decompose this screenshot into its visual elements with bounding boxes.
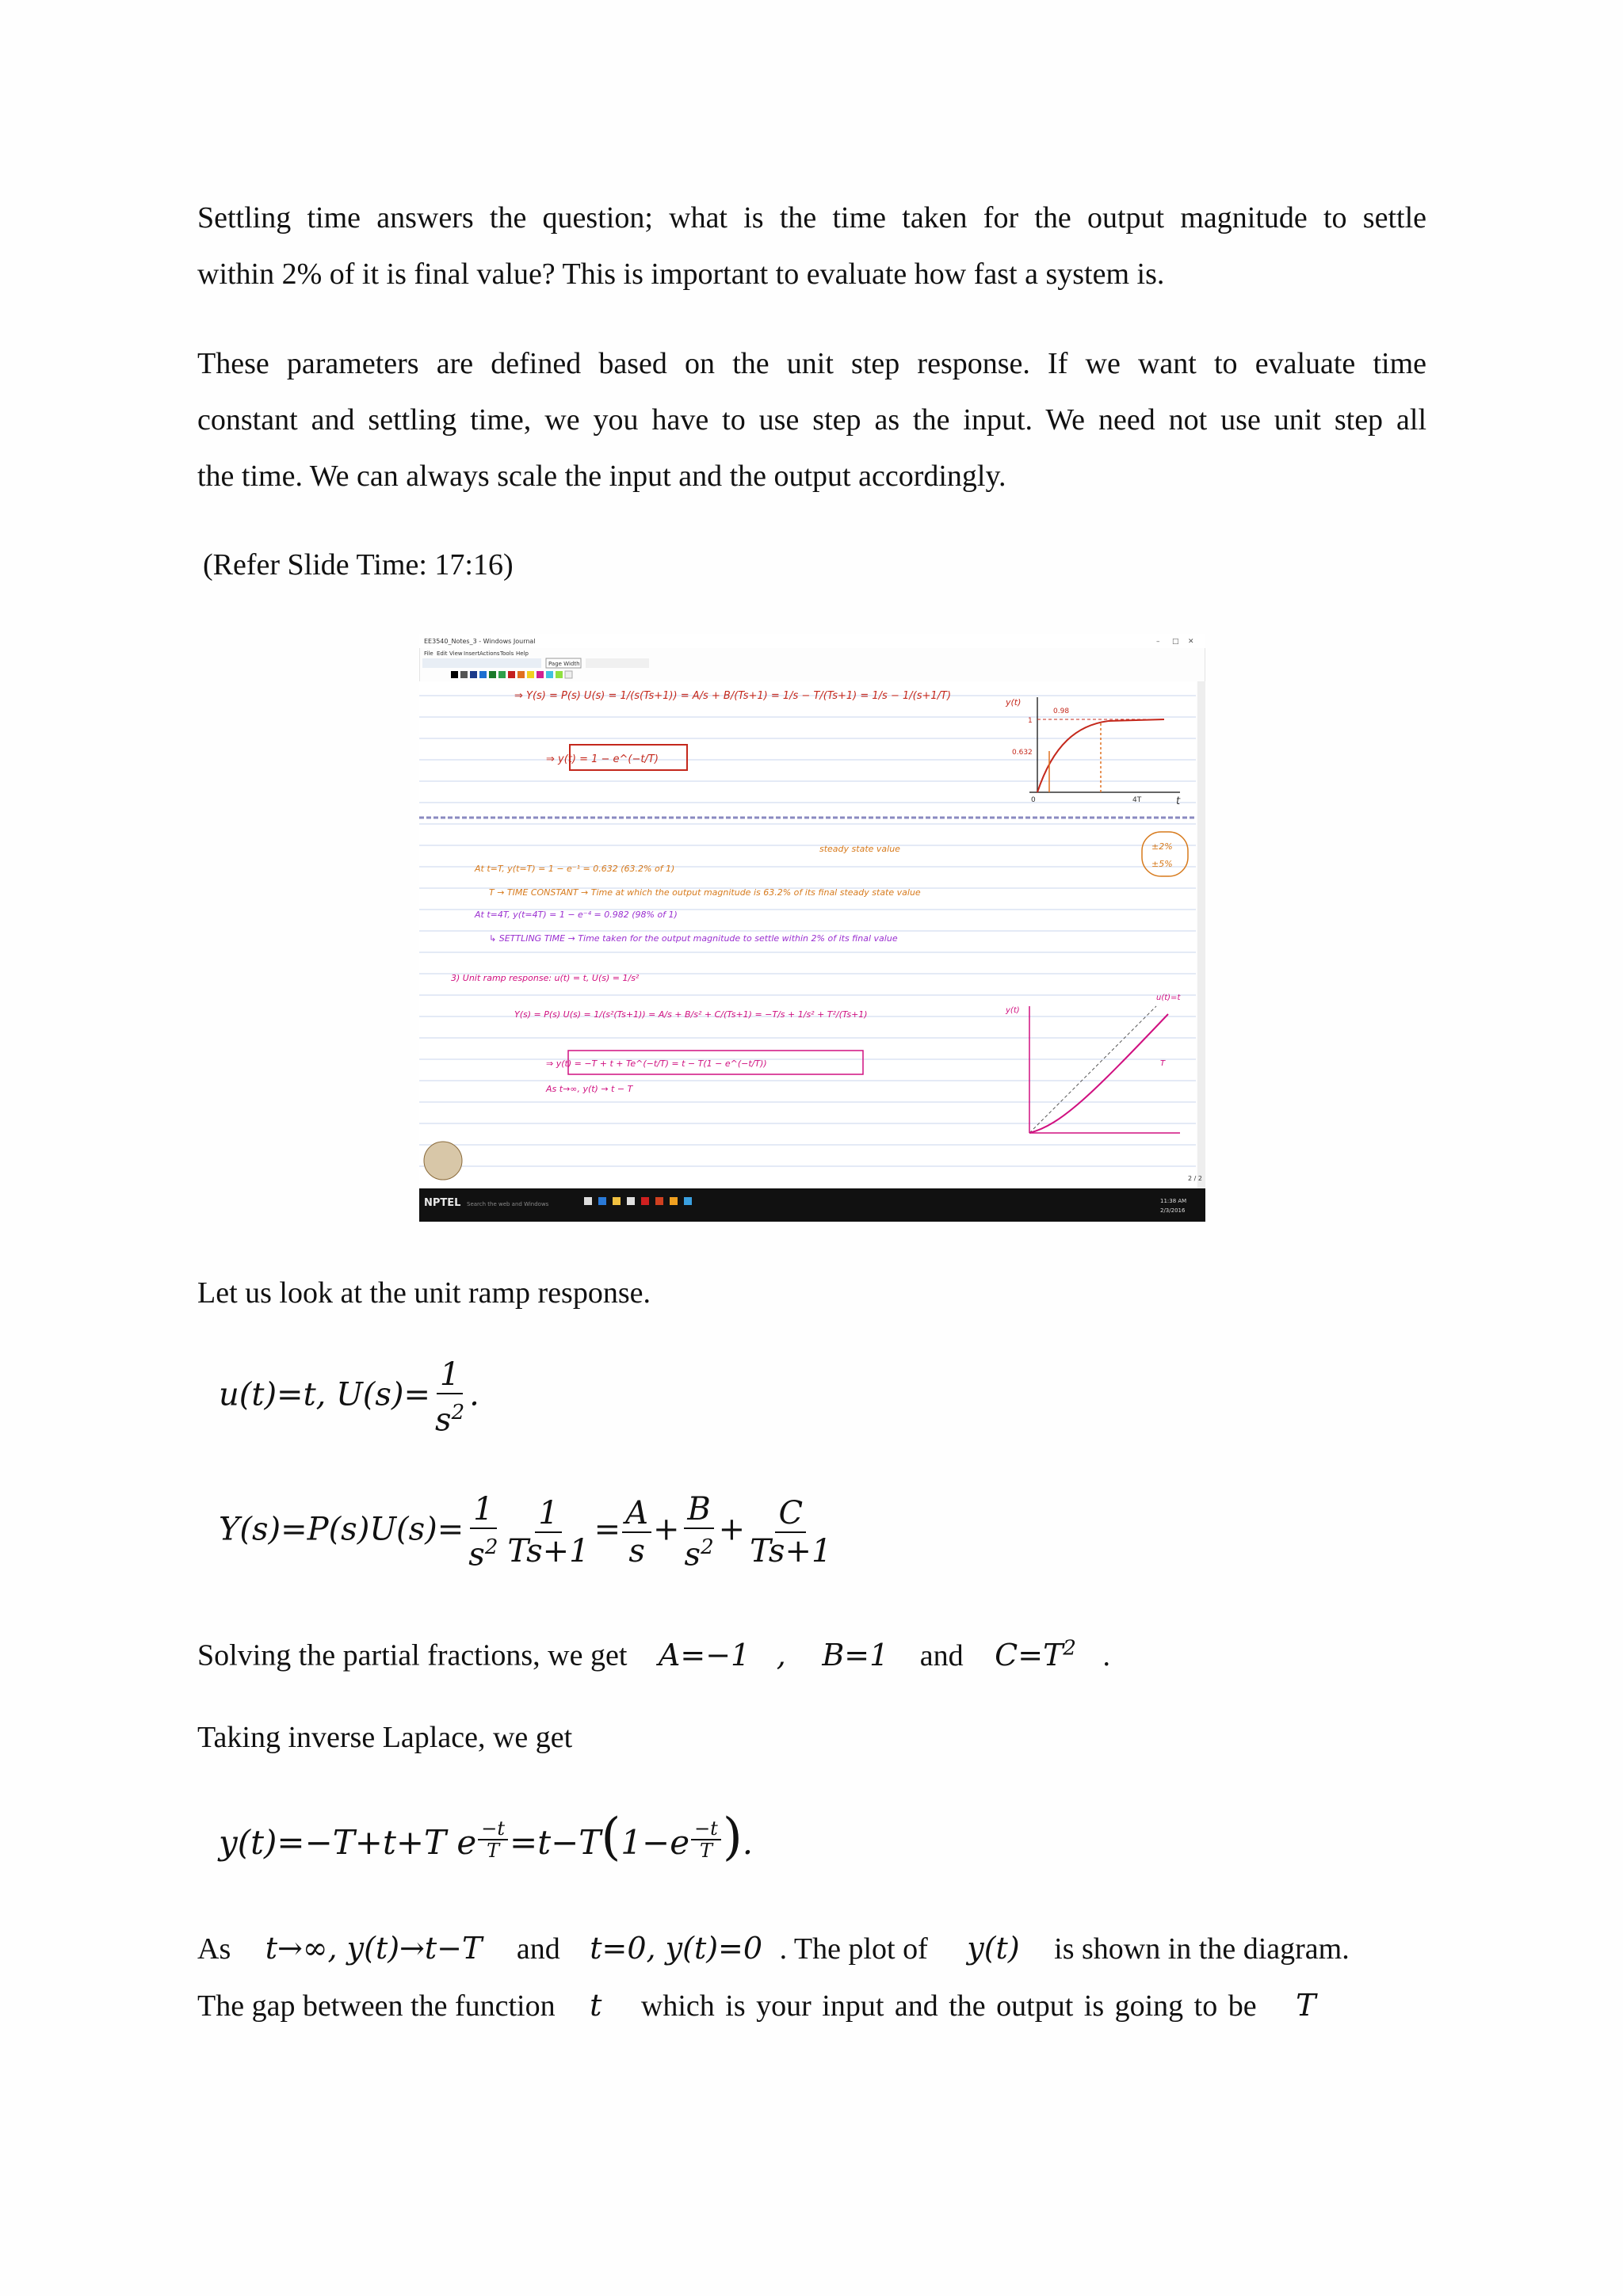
svg-text:1: 1 (1028, 717, 1033, 725)
taskbar-search[interactable]: Search the web and Windows (467, 1201, 549, 1207)
paragraph-settling-time (197, 190, 1426, 303)
taskbar-app-icon[interactable] (684, 1197, 692, 1205)
taskbar-app-icon[interactable] (627, 1197, 635, 1205)
menu-item[interactable]: View (449, 650, 463, 657)
fraction: $\frac{1}{s^2}$ (468, 1491, 498, 1573)
color-swatch[interactable] (565, 671, 572, 678)
clock-time: 11:38 AM (1160, 1198, 1187, 1204)
color-swatch[interactable] (489, 671, 496, 678)
exponent-fraction: $\frac{-t}{T}$ (478, 1818, 508, 1861)
svg-text:0: 0 (1031, 796, 1036, 804)
color-swatch[interactable] (451, 671, 458, 678)
fraction: $\frac{C}{Ts+1}$ (750, 1494, 832, 1569)
equation-time-response: y(t)=−T+t+T e $\frac{-t}{T}$ =t−T(1−e $\frac{-t}{T}$ ). (219, 1808, 754, 1867)
fraction: $\frac{B}{s^2}$ (684, 1491, 714, 1573)
svg-text:At t=4T, y(t=4T) = 1 − e⁻⁴ =: At t=4T, y(t=4T) = 1 − e⁻⁴ = 0.982 (98% of 1) (475, 910, 678, 920)
window-titlebar (419, 634, 1205, 648)
svg-text:⇒ y(t) = 1 − e^(−t/T): ⇒ y(t) = 1 − e^(−t/T) (546, 753, 659, 765)
taskbar-app-icon[interactable] (613, 1197, 621, 1205)
svg-text:y(t): y(t) (1006, 697, 1022, 707)
page-counter: 2 / 2 (1188, 1175, 1202, 1182)
close-icon[interactable]: ✕ (1188, 638, 1194, 646)
paragraph-parameters (197, 336, 1426, 505)
svg-text:±2%: ±2% (1151, 841, 1173, 852)
scrollbar[interactable] (1197, 681, 1205, 1188)
color-swatch[interactable] (498, 671, 506, 678)
menu-item[interactable]: Help (516, 650, 529, 657)
taskbar-app-icon[interactable] (584, 1197, 592, 1205)
paragraph-plot-description (197, 1920, 1434, 2035)
taskbar-app-icon[interactable] (670, 1197, 678, 1205)
svg-text:t: t (1176, 795, 1181, 807)
institute-logo (424, 1142, 462, 1180)
toolbar-icons[interactable] (422, 658, 541, 668)
menu-item[interactable]: Insert (464, 650, 480, 657)
menu-item[interactable]: Actions (479, 650, 500, 657)
text-line: constant and settling time, we you have to use step as the input. We need not use unit step all (197, 403, 1426, 437)
svg-text:At t=T, y(t=T) = 1 − e⁻¹ = 0.: At t=T, y(t=T) = 1 − e⁻¹ = 0.632 (63.2% of 1) (475, 864, 675, 874)
equation-input: u(t)=t, U(s)= $\frac{1}{s^2}$ . (219, 1356, 479, 1439)
svg-text:3) Unit ramp response: u(t): 3) Unit ramp response: u(t) = t, U(s) = 1/s² (451, 973, 640, 983)
text-line: within 2% of it is final value? This is important to evaluate how fast a system is. (197, 257, 1165, 291)
svg-text:T → TIME CONSTANT → Time at wh: T → TIME CONSTANT → Time at which the output magnitude is 63.2% of its final steady state value (489, 887, 921, 898)
menu-item[interactable]: Edit (437, 650, 448, 657)
color-swatch[interactable] (508, 671, 515, 678)
refer-slide-time: (Refer Slide Time: 17:16) (203, 548, 514, 582)
color-swatch[interactable] (537, 671, 544, 678)
text-line: the time. We can always scale the input and the output accordingly. (197, 460, 1006, 493)
svg-text:⇒ y(t) = −T + t + Te^(−t/T) =: ⇒ y(t) = −T + t + Te^(−t/T) = t − T(1 − e^(−t/T)) (546, 1058, 767, 1069)
svg-text:y(t): y(t) (1006, 1006, 1020, 1015)
taskbar-app-icon[interactable] (641, 1197, 649, 1205)
nptel-logo: NPTEL (424, 1197, 461, 1209)
equation-output-laplace: Y(s)=P(s)U(s)= $\frac{1}{s^2}$ $\frac{1}{Ts+1}$ = $\frac{A}{s}$ + $\frac{B}{s^2}$ + $\frac{C}{Ts+1}$ (219, 1491, 836, 1573)
color-swatch[interactable] (546, 671, 553, 678)
text-line: The gap between the function t which is your input and the output is going to be T (197, 1988, 1316, 2023)
svg-text:0.632: 0.632 (1012, 749, 1033, 757)
toolbar (422, 658, 649, 668)
color-swatch[interactable] (556, 671, 563, 678)
taskbar-app-icon[interactable] (598, 1197, 606, 1205)
color-swatch[interactable] (517, 671, 525, 678)
svg-text:Y(s) = P(s) U(s) = 1/(s²(Ts+1): Y(s) = P(s) U(s) = 1/(s²(Ts+1)) = A/s + B/s² + C/(Ts+1) = −T/s + 1/s² + T²/(Ts+1) (514, 1009, 868, 1020)
slide-screenshot (419, 634, 1205, 1222)
color-swatch[interactable] (479, 671, 487, 678)
color-swatch[interactable] (470, 671, 477, 678)
window-title: EE3540_Notes_3 - Windows Journal (424, 638, 536, 645)
text-line: As t→∞, y(t)→t−T and t=0, y(t)=0 . The plot of y(t) is shown in the diagram. (197, 1931, 1350, 1966)
paragraph-partial-fractions: Solving the partial fractions, we get A=−1 , B=1 and $C=T^2$ . (197, 1636, 1110, 1672)
fraction: $\frac{1}{Ts+1}$ (507, 1494, 590, 1569)
svg-text:↳ SETTLING TIME → Time taken f: ↳ SETTLING TIME → Time taken for the output magnitude to settle within 2% of its final value (489, 933, 898, 944)
svg-text:T: T (1160, 1059, 1166, 1068)
menu-item[interactable]: Tools (500, 650, 514, 657)
menu-bar (424, 650, 529, 657)
text-line: Settling time answers the question; what is the time taken for the output magnitude to settle (197, 201, 1426, 235)
minimize-icon[interactable]: – (1156, 638, 1160, 646)
text-line: These parameters are defined based on the unit step response. If we want to evaluate time (197, 347, 1426, 380)
svg-text:As t→∞, y(t) → t − T: As t→∞, y(t) → t − T (546, 1084, 633, 1094)
svg-text:4T: 4T (1132, 796, 1142, 804)
color-swatch[interactable] (527, 671, 534, 678)
svg-text:0.98: 0.98 (1053, 707, 1070, 715)
svg-text:steady state value: steady state value (819, 844, 900, 854)
exponent-fraction: $\frac{-t}{T}$ (691, 1818, 721, 1861)
svg-text:u(t)=t: u(t)=t (1156, 994, 1181, 1002)
paragraph-ramp-intro: Let us look at the unit ramp response. (197, 1276, 651, 1310)
paragraph-inverse-laplace: Taking inverse Laplace, we get (197, 1721, 573, 1754)
svg-text:⇒ Y(s) = P(s) U(s) = 1/(s(Ts+1: ⇒ Y(s) = P(s) U(s) = 1/(s(Ts+1)) = A/s + B/(Ts+1) = 1/s − T/(Ts+1) = 1/s − 1/(s+1/T) (514, 690, 952, 702)
clock-date: 2/3/2016 (1160, 1207, 1186, 1214)
fraction: $\frac{1}{s^2}$ (435, 1356, 465, 1439)
color-swatch[interactable] (460, 671, 468, 678)
taskbar-app-icon[interactable] (655, 1197, 663, 1205)
svg-text:±5%: ±5% (1151, 859, 1173, 869)
pen-tools[interactable] (586, 658, 649, 668)
maximize-icon[interactable]: □ (1172, 638, 1179, 646)
menu-item[interactable]: File (424, 650, 433, 657)
fraction: $\frac{A}{s}$ (622, 1495, 651, 1569)
svg-text:Page Width: Page Width (548, 661, 580, 667)
